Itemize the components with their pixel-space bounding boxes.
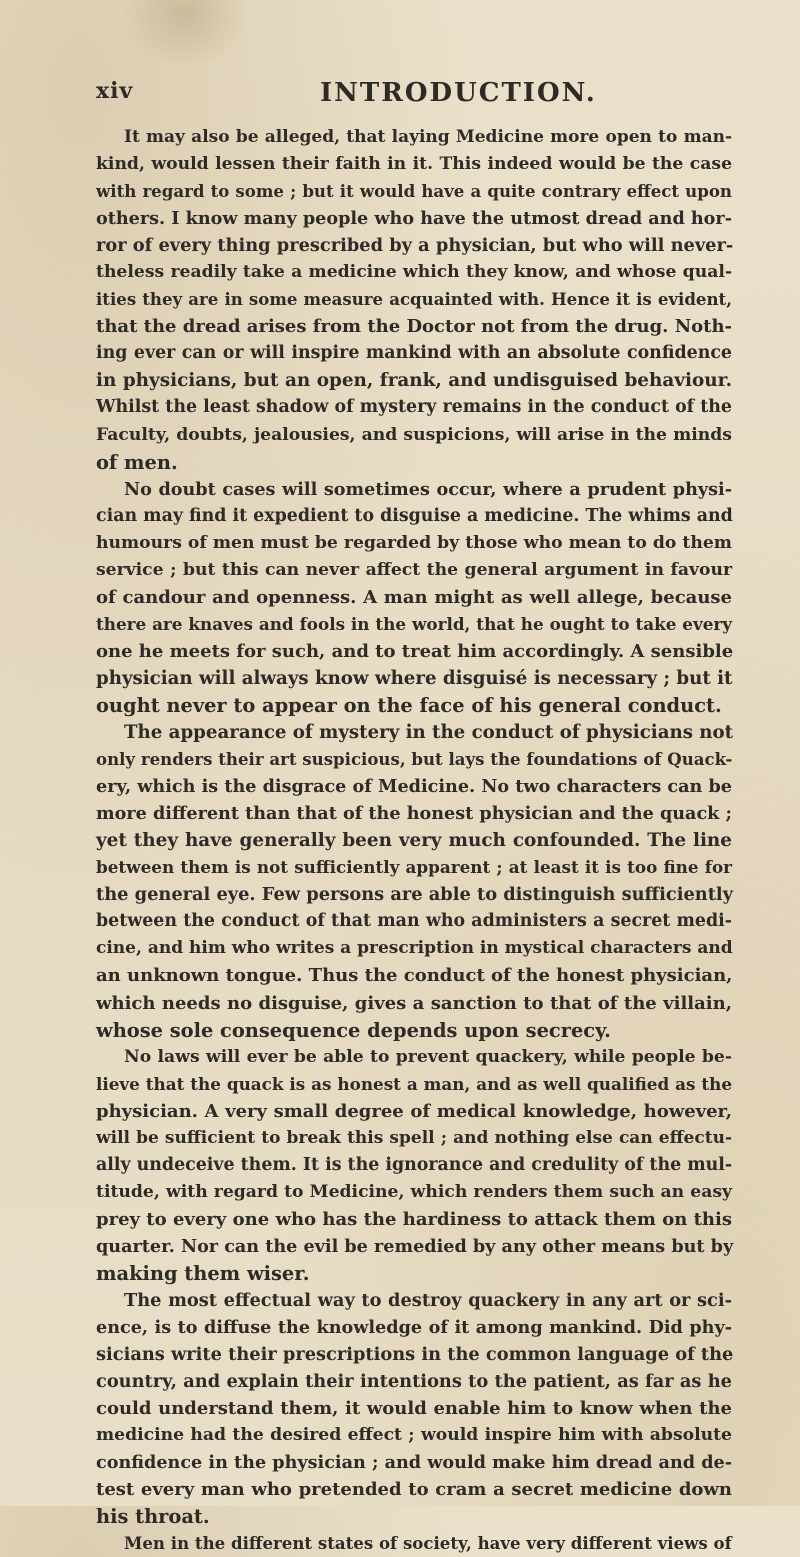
text-line: could understand them, it would enable him to know when the: [96, 1398, 732, 1420]
text-line: only renders their art suspicious, but lays the foundations of Quack-: [96, 749, 733, 770]
text-line: theless readily take a medicine which they know, and whose qual-: [96, 262, 732, 283]
text-line: of candour and openness. A man might as well allege, because: [96, 586, 732, 608]
text-line: ror of every thing prescribed by a physician, but who will never-: [96, 235, 734, 257]
text-line: humours of men must be regarded by those who mean to do them: [96, 532, 732, 553]
text-line: between them is not sufficiently apparent ; at least it is too fine for: [96, 857, 732, 878]
text-line: ence, is to diffuse the knowledge of it among mankind. Did phy-: [96, 1317, 732, 1339]
text-line: sicians write their prescriptions in the common language of the: [96, 1344, 734, 1366]
text-line: others. I know many people who have the utmost dread and hor-: [96, 208, 732, 230]
paper-stain: [120, 0, 250, 70]
page-number: xiv: [96, 78, 134, 104]
text-line: prey to every one who has the hardiness to attack them on this: [96, 1208, 732, 1230]
text-line: between the conduct of that man who administers a secret medi-: [96, 911, 732, 932]
text-line: more different than that of the honest physician and the quack ;: [96, 803, 732, 825]
running-title: INTRODUCTION.: [320, 78, 597, 108]
text-line: medicine had the desired effect ; would inspire him with absolute: [96, 1425, 732, 1446]
text-line: there are knaves and fools in the world, that he ought to take every: [96, 613, 732, 634]
text-line: confidence in the physician ; and would make him dread and de-: [96, 1452, 732, 1474]
text-line: The most effectual way to destroy quackery in any art or sci-: [124, 1290, 732, 1312]
text-line: Men in the different states of society, have very different views of: [124, 1533, 732, 1554]
text-line: test every man who pretended to cram a secret medicine down: [96, 1479, 732, 1501]
text-line: No doubt cases will sometimes occur, where a prudent physi-: [124, 478, 732, 500]
text-line: Whilst the least shadow of mystery remains in the conduct of the: [96, 397, 732, 418]
text-line: lieve that the quack is as honest a man, and as well qualified as the: [96, 1073, 732, 1094]
page-header: [96, 78, 716, 114]
text-line: ery, which is the disgrace of Medicine. No two characters can be: [96, 776, 732, 798]
text-line: titude, with regard to Medicine, which renders them such an easy: [96, 1181, 732, 1202]
text-line: quarter. Nor can the evil be remedied by any other means but by: [96, 1235, 734, 1257]
text-line: physician. A very small degree of medical knowledge, however,: [96, 1100, 732, 1122]
text-line: that the dread arises from the Doctor not from the drug. Noth-: [96, 316, 733, 338]
text-line: in physicians, but an open, frank, and undisguised behaviour.: [96, 370, 732, 392]
text-line: of men.: [96, 450, 178, 474]
text-line: one he meets for such, and to treat him accordingly. A sensible: [96, 640, 734, 662]
text-line: ities they are in some measure acquainted with. Hence it is evident,: [96, 289, 732, 310]
text-line: yet they have generally been very much confounded. The line: [96, 830, 732, 852]
text-line: Faculty, doubts, jealousies, and suspicions, will arise in the minds: [96, 424, 732, 445]
text-line: which needs no disguise, gives a sanction to that of the villain,: [96, 992, 732, 1014]
text-line: cine, and him who writes a prescription in mystical characters and: [96, 938, 733, 959]
text-line: his throat.: [96, 1505, 210, 1529]
text-line: ing ever can or will inspire mankind with an absolute confidence: [96, 343, 732, 364]
text-line: country, and explain their intentions to the patient, as far as he: [96, 1371, 732, 1393]
body-text: [96, 124, 732, 1557]
text-line: physician will always know where disguisé is necessary ; but it: [96, 667, 733, 689]
text-line: It may also be alleged, that laying Medicine more open to man-: [124, 127, 732, 147]
text-line: whose sole consequence depends upon secrecy.: [96, 1018, 611, 1042]
text-line: No laws will ever be able to prevent quackery, while people be-: [124, 1046, 732, 1067]
text-line: the general eye. Few persons are able to distinguish sufficiently: [96, 884, 733, 906]
text-line: The appearance of mystery in the conduct of physicians not: [124, 722, 734, 744]
text-line: service ; but this can never affect the general argument in favour: [96, 559, 732, 580]
text-line: with regard to some ; but it would have a quite contrary effect upon: [96, 181, 732, 202]
text-line: an unknown tongue. Thus the conduct of the honest physician,: [96, 965, 733, 987]
text-line: ought never to appear on the face of his general conduct.: [96, 693, 722, 717]
text-line: kind, would lessen their faith in it. This indeed would be the case: [96, 154, 732, 175]
text-line: will be sufficient to break this spell ; and nothing else can effectu-: [96, 1127, 732, 1148]
text-line: ally undeceive them. It is the ignorance and credulity of the mul-: [96, 1154, 733, 1175]
text-line: cian may find it expedient to disguise a medicine. The whims and: [96, 505, 733, 526]
text-line: making them wiser.: [96, 1261, 310, 1285]
